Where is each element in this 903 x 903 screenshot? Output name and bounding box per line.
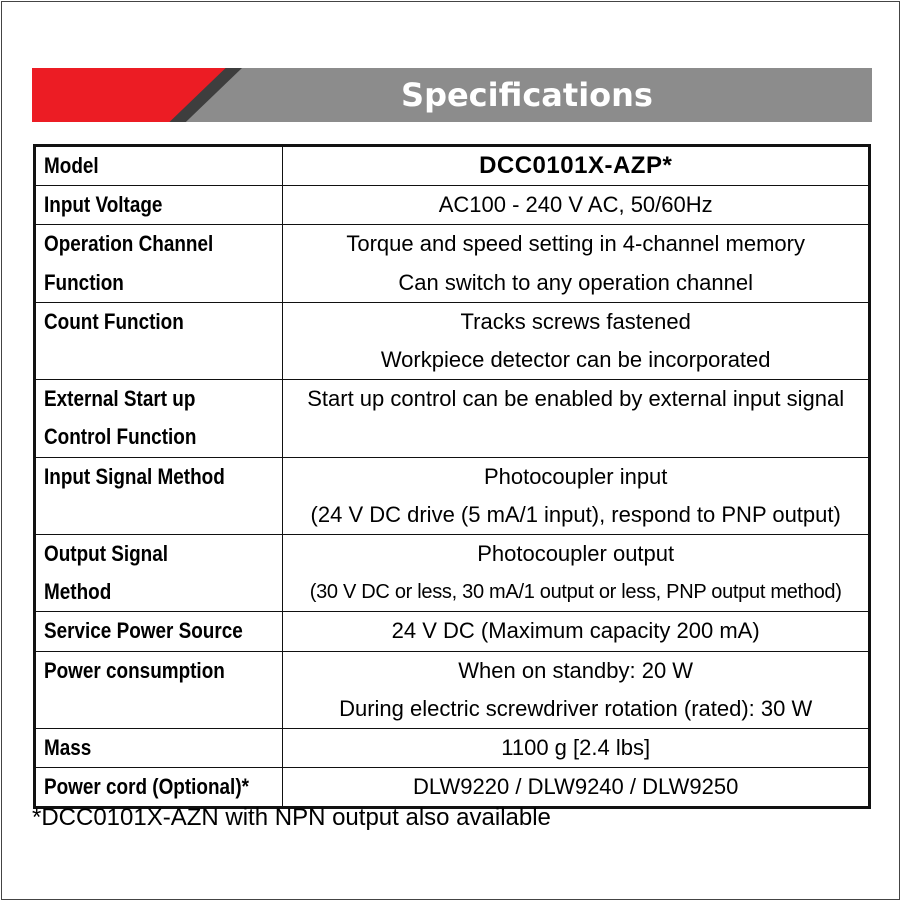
row-value: Start up control can be enabled by external input signal bbox=[283, 380, 870, 457]
specifications-banner bbox=[32, 68, 872, 122]
row-value: 24 V DC (Maximum capacity 200 mA) bbox=[283, 612, 870, 651]
specifications-table bbox=[33, 144, 871, 809]
footnote: *DCC0101X-AZN with NPN output also available bbox=[32, 804, 551, 831]
row-value: Photocoupler output (30 V DC or less, 30 mA/1 output or less, PNP output method) bbox=[283, 535, 870, 612]
table-row bbox=[35, 380, 870, 457]
table-row bbox=[35, 457, 870, 534]
row-label: External Start up Control Function bbox=[35, 380, 283, 457]
table-row-model bbox=[35, 146, 870, 186]
row-label: Input Signal Method bbox=[35, 457, 283, 534]
row-label: Count Function bbox=[35, 302, 283, 379]
table-row bbox=[35, 186, 870, 225]
table-row bbox=[35, 535, 870, 612]
table-row bbox=[35, 768, 870, 808]
row-label: Model bbox=[35, 146, 283, 186]
row-label: Input Voltage bbox=[35, 186, 283, 225]
row-label: Power consumption bbox=[35, 651, 283, 728]
table-row bbox=[35, 302, 870, 379]
table-row bbox=[35, 729, 870, 768]
table-row bbox=[35, 651, 870, 728]
row-label: Mass bbox=[35, 729, 283, 768]
row-value: Photocoupler input (24 V DC drive (5 mA/1 input), respond to PNP output) bbox=[283, 457, 870, 534]
row-value: When on standby: 20 W During electric screwdriver rotation (rated): 30 W bbox=[283, 651, 870, 728]
row-label: Output Signal Method bbox=[35, 535, 283, 612]
model-value: DCC0101X-AZP* bbox=[283, 146, 870, 186]
row-label: Operation Channel Function bbox=[35, 225, 283, 302]
row-value: Tracks screws fastened Workpiece detector can be incorporated bbox=[283, 302, 870, 379]
page-title: Specifications bbox=[401, 76, 653, 114]
table-row bbox=[35, 612, 870, 651]
row-value: AC100 - 240 V AC, 50/60Hz bbox=[283, 186, 870, 225]
row-value: Torque and speed setting in 4-channel memory Can switch to any operation channel bbox=[283, 225, 870, 302]
table-row bbox=[35, 225, 870, 302]
row-value: DLW9220 / DLW9240 / DLW9250 bbox=[283, 768, 870, 808]
row-value: 1100 g [2.4 lbs] bbox=[283, 729, 870, 768]
row-label: Service Power Source bbox=[35, 612, 283, 651]
row-label: Power cord (Optional)* bbox=[35, 768, 283, 808]
